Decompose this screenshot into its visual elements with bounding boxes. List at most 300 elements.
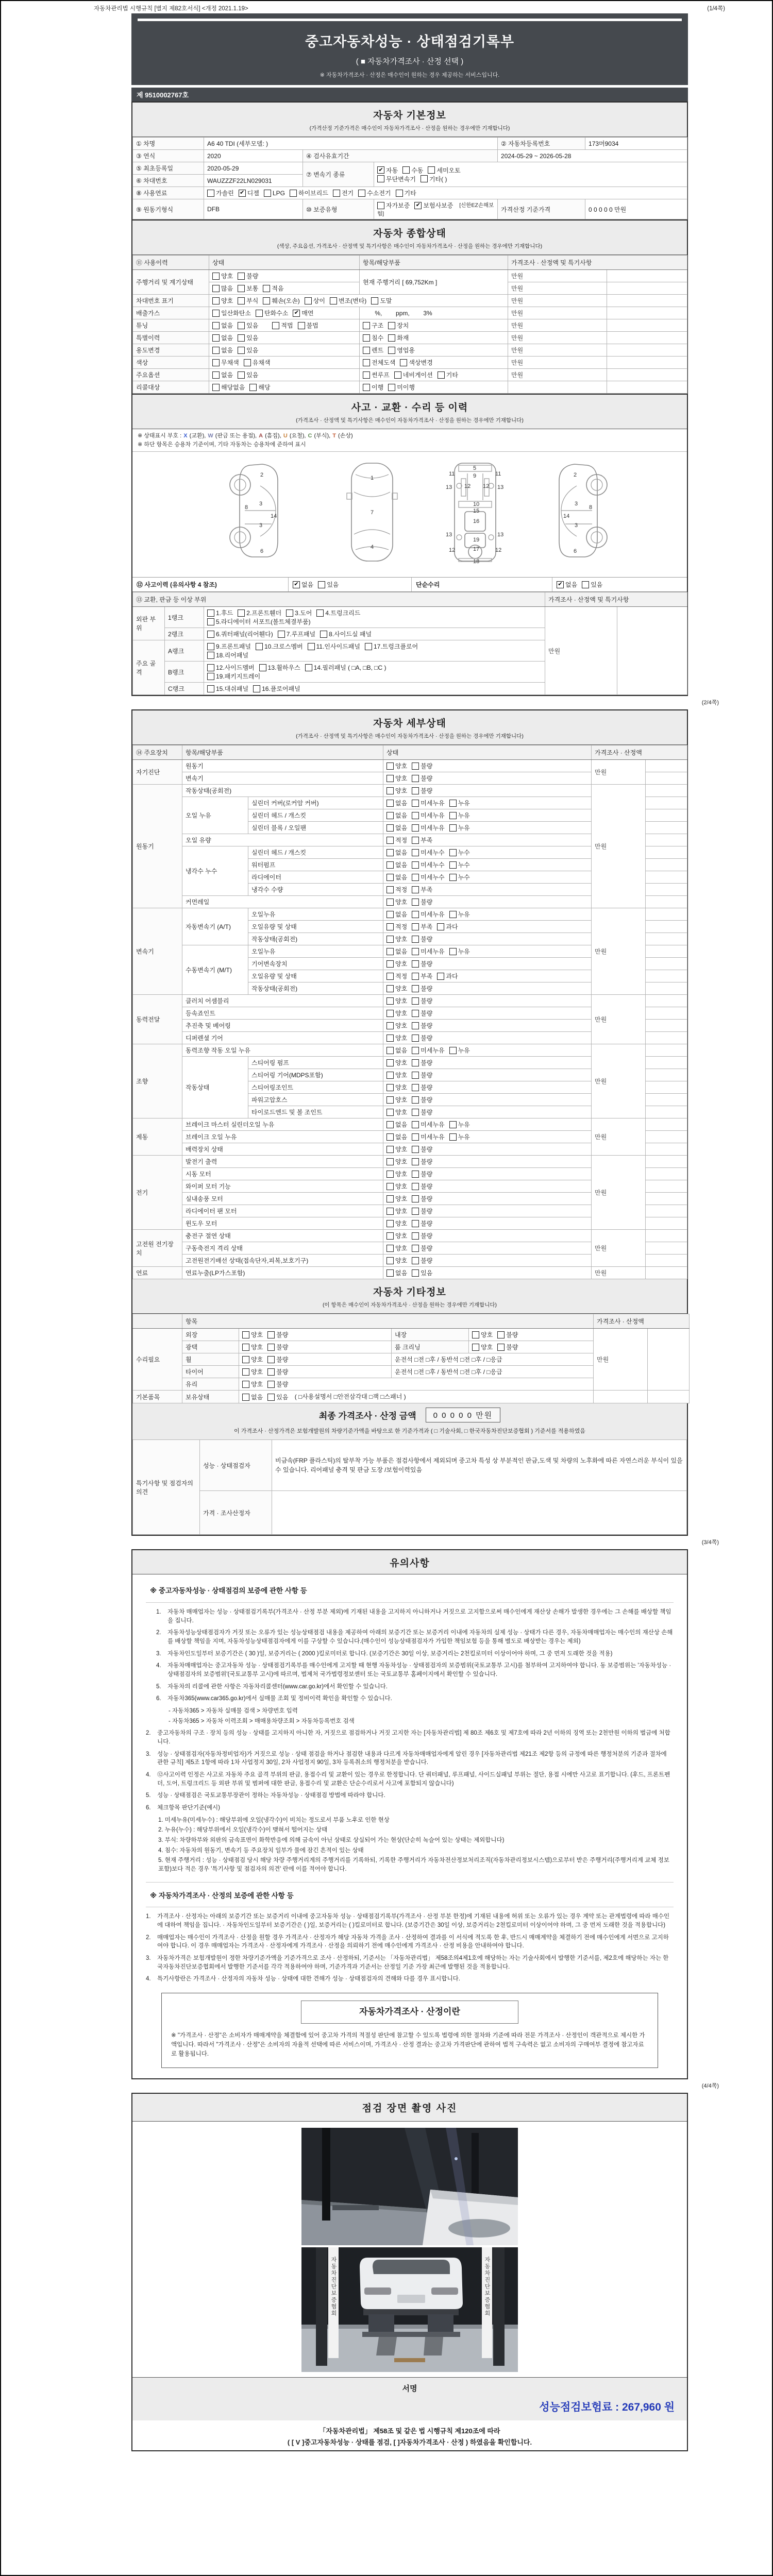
price-amount: 만원 <box>592 1267 646 1279</box>
checkbox-option[interactable] <box>449 1132 470 1141</box>
checkbox-option[interactable] <box>212 346 233 354</box>
top-meta-row <box>94 4 725 12</box>
checkbox-label: 과다 <box>446 973 458 980</box>
status-options <box>209 307 360 319</box>
checkbox-box <box>412 837 419 844</box>
checkbox-option[interactable] <box>449 799 470 807</box>
detail-item-label: 스티어링조인트 <box>248 1081 383 1094</box>
checkbox-option[interactable] <box>449 848 470 857</box>
usage-history-label: 용도변경 <box>133 344 209 357</box>
detail-item-label: 작동상태(공회전) <box>248 982 383 995</box>
checkbox-label: 미세누유 <box>421 812 445 819</box>
checkbox-option[interactable] <box>386 1256 407 1265</box>
checkbox-label: 불량 <box>421 1195 433 1202</box>
checkbox-option[interactable] <box>386 1219 407 1228</box>
checkbox-option[interactable] <box>449 1046 470 1055</box>
checkbox-option[interactable] <box>412 873 444 882</box>
checkbox-option[interactable] <box>412 1157 432 1166</box>
checkbox-option[interactable] <box>386 761 407 770</box>
detail-item-label: 작동상태(공회전) <box>248 933 383 945</box>
checkbox-option[interactable] <box>557 580 577 589</box>
checkbox-label: 적정 <box>395 923 408 930</box>
checkbox-option[interactable] <box>388 383 415 392</box>
checkbox-option[interactable] <box>320 630 372 638</box>
checkbox-option[interactable] <box>212 370 233 379</box>
checkbox-option[interactable] <box>238 321 258 330</box>
checkbox-option[interactable] <box>238 346 258 354</box>
checkbox-option[interactable] <box>412 1071 432 1079</box>
checkbox-option[interactable] <box>497 1343 518 1351</box>
checkbox-label: 수동 <box>411 166 424 174</box>
checkbox-box <box>207 664 214 671</box>
detail-item-label: 배력장치 상태 <box>182 1143 383 1156</box>
checkbox-option[interactable] <box>264 190 285 197</box>
rank-item-line <box>207 617 542 626</box>
checkbox-option[interactable] <box>363 333 383 342</box>
checkbox-option[interactable] <box>412 996 432 1005</box>
checkbox-option[interactable] <box>238 296 258 305</box>
checkbox-option[interactable] <box>400 358 432 367</box>
checkbox-option[interactable] <box>363 346 383 354</box>
checkbox-option[interactable] <box>305 663 386 672</box>
checkbox-option[interactable] <box>316 608 360 617</box>
checkbox-option[interactable] <box>207 663 255 672</box>
remark-cell <box>646 908 687 921</box>
item-cell <box>360 357 508 369</box>
checkbox-option[interactable] <box>267 1367 288 1376</box>
checkbox-box <box>412 985 419 992</box>
checkbox-option[interactable] <box>386 996 407 1005</box>
status-codes <box>138 432 682 440</box>
checkbox-option[interactable] <box>249 383 270 392</box>
checkbox-option[interactable] <box>386 799 407 807</box>
checkbox-label: 불량 <box>276 1344 289 1351</box>
checkbox-option[interactable] <box>259 663 300 672</box>
checkbox-option[interactable] <box>386 836 407 844</box>
checkbox-box <box>396 190 403 197</box>
simple-repair-label: 단순수리 <box>412 578 552 591</box>
checkbox-option[interactable] <box>212 383 245 392</box>
checkbox-option[interactable] <box>412 761 432 770</box>
checkbox-option[interactable] <box>421 175 447 183</box>
checkbox-label: 누유 <box>458 812 470 819</box>
checkbox-option[interactable] <box>330 296 366 305</box>
checkbox-option[interactable] <box>386 1170 407 1178</box>
exchange-price-header: 가격조사 · 산정액 및 특기사항 <box>545 592 687 607</box>
checkbox-option[interactable] <box>449 873 470 882</box>
checkbox-option[interactable] <box>308 642 360 651</box>
checkbox-label: 양호 <box>251 1356 263 1363</box>
checkbox-option[interactable] <box>449 1120 470 1129</box>
checkbox-option[interactable] <box>386 1021 407 1030</box>
detail-status-options <box>383 1032 592 1044</box>
checkbox-option[interactable] <box>212 321 233 330</box>
checkbox-option[interactable] <box>386 811 407 820</box>
checkbox-option[interactable] <box>388 333 409 342</box>
checkbox-option[interactable] <box>412 823 444 832</box>
checkbox-option[interactable] <box>386 1058 407 1067</box>
checkbox-option[interactable] <box>207 617 311 626</box>
checkbox-option[interactable] <box>412 860 444 869</box>
checkbox-option[interactable] <box>386 885 407 894</box>
checkbox-option[interactable] <box>293 309 313 317</box>
rank-label: 1랭크 <box>165 607 204 628</box>
diagram-part-number: 17 <box>473 546 480 552</box>
checkbox-option[interactable] <box>363 321 383 330</box>
checkbox-option[interactable] <box>412 910 444 919</box>
checkbox-option[interactable] <box>388 346 415 354</box>
checkbox-option[interactable] <box>207 642 251 651</box>
checkbox-option[interactable] <box>412 885 432 894</box>
notices-outer-items <box>146 1729 674 1873</box>
detail-status-options <box>383 1106 592 1118</box>
checkbox-option[interactable] <box>437 922 458 931</box>
checkbox-option[interactable] <box>386 1009 407 1018</box>
detail-header-row <box>133 745 687 760</box>
rank-label: A랭크 <box>165 640 204 662</box>
checkbox-option[interactable] <box>412 935 432 943</box>
checkbox-option[interactable] <box>412 984 432 993</box>
checkbox-option[interactable] <box>386 959 407 968</box>
checkbox-option[interactable] <box>212 296 233 305</box>
checkbox-option[interactable] <box>402 166 423 175</box>
checkbox-option[interactable] <box>412 1120 444 1129</box>
checkbox-option[interactable] <box>256 642 303 651</box>
checkbox-label: 유채색 <box>252 359 271 366</box>
checkbox-option[interactable] <box>386 1157 407 1166</box>
checkbox-option[interactable] <box>396 189 416 197</box>
checkbox-option[interactable] <box>267 1355 288 1364</box>
checkbox-option[interactable] <box>267 1343 288 1351</box>
diagram-part-number: 2 <box>574 472 577 478</box>
checkbox-box <box>412 1022 419 1029</box>
checkbox-option[interactable] <box>437 972 458 980</box>
detail-item-label: 브레이크 오일 누유 <box>182 1131 383 1143</box>
checkbox-box <box>412 886 419 893</box>
inspector-opinion-table <box>132 1439 687 1535</box>
checkbox-option[interactable] <box>412 848 444 857</box>
rank-label: 2랭크 <box>165 628 204 640</box>
checkbox-option[interactable] <box>272 321 293 330</box>
checkbox-option[interactable] <box>386 1244 407 1252</box>
checkbox-option[interactable] <box>242 1355 263 1364</box>
base-price-label: 가격산정 기준가격 <box>498 199 585 219</box>
checkbox-option[interactable] <box>212 358 239 367</box>
checkbox-option[interactable] <box>412 1194 432 1203</box>
checkbox-option[interactable] <box>365 642 418 651</box>
diagram-part-number: 5 <box>473 465 477 471</box>
checkbox-option[interactable] <box>386 1207 407 1215</box>
checkbox-option[interactable] <box>305 296 325 305</box>
comprehensive-header-row <box>133 256 687 270</box>
notice-item <box>156 1629 674 1646</box>
checkbox-option[interactable] <box>238 333 258 342</box>
checkbox-option[interactable] <box>412 1219 432 1228</box>
checkbox-option[interactable] <box>358 189 391 197</box>
checkbox-option[interactable] <box>412 1145 432 1154</box>
checkbox-label: 양호 <box>395 1158 408 1165</box>
checkbox-box <box>263 297 270 304</box>
checkbox-box <box>363 371 370 379</box>
notice-item <box>156 1662 674 1679</box>
checkbox-option[interactable] <box>207 630 273 638</box>
checkbox-option[interactable] <box>412 1182 432 1191</box>
checkbox-option[interactable] <box>333 189 354 197</box>
checkbox-option[interactable] <box>388 321 409 330</box>
checkbox-option[interactable] <box>207 189 234 197</box>
checkbox-option[interactable] <box>386 848 407 857</box>
checkbox-option[interactable] <box>212 272 233 280</box>
checkbox-option[interactable] <box>386 1046 407 1055</box>
checkbox-option[interactable] <box>449 860 470 869</box>
status-options <box>209 369 360 381</box>
checkbox-box <box>272 322 279 329</box>
checkbox-option[interactable] <box>386 897 407 906</box>
checkbox-option[interactable] <box>242 1367 263 1376</box>
checkbox-option[interactable] <box>242 1343 263 1351</box>
checkbox-option[interactable] <box>582 580 602 589</box>
checkbox-label: 없음 <box>565 581 578 588</box>
other-status-options <box>239 1341 392 1353</box>
checkbox-option[interactable] <box>207 651 248 659</box>
checkbox-option[interactable] <box>363 358 395 367</box>
checkbox-option[interactable] <box>412 1231 432 1240</box>
checkbox-box <box>412 923 419 930</box>
opinion-row1-label: 성능 · 상태점검자 <box>200 1440 272 1491</box>
checkbox-option[interactable] <box>242 1330 263 1339</box>
checkbox-option[interactable] <box>386 774 407 783</box>
checkbox-option[interactable] <box>371 296 392 305</box>
checkbox-option[interactable] <box>377 201 410 210</box>
checkbox-option[interactable] <box>298 321 318 330</box>
diagram-part-number: 14 <box>271 513 277 519</box>
checkbox-option[interactable] <box>238 608 281 617</box>
checkbox-option[interactable] <box>238 284 258 293</box>
rank-label: C랭크 <box>165 683 204 695</box>
checkbox-option[interactable] <box>363 383 383 392</box>
usage-history-label: 차대번호 표기 <box>133 295 209 307</box>
checkbox-option[interactable] <box>212 284 233 293</box>
confirmation-line-1: 「자동차관리법」 제58조 및 같은 법 시행규칙 제120조에 따라 <box>319 2427 500 2435</box>
checkbox-option[interactable] <box>377 175 416 183</box>
checkbox-option[interactable] <box>412 1095 432 1104</box>
exchange-title: ⑬ 교환, 판금 등 이상 부위 <box>133 592 545 607</box>
checkbox-option[interactable] <box>449 910 470 919</box>
checkbox-option[interactable] <box>386 873 407 882</box>
checkbox-label: 부족 <box>421 923 433 930</box>
checkbox-option[interactable] <box>412 811 444 820</box>
checkbox-option[interactable] <box>386 972 407 980</box>
checkbox-option[interactable] <box>386 935 407 943</box>
checkbox-option[interactable] <box>278 630 315 638</box>
checkbox-option[interactable] <box>438 370 458 379</box>
checkbox-label: 4.트렁크리드 <box>325 609 361 617</box>
checkbox-option[interactable] <box>242 1380 263 1388</box>
remark-cell <box>607 319 687 332</box>
checkbox-option[interactable] <box>386 1071 407 1079</box>
checkbox-box <box>412 911 419 918</box>
other-status-options <box>469 1341 594 1353</box>
field-inspection-label: ④ 검사유효기간 <box>303 150 498 162</box>
checkbox-option[interactable] <box>412 947 444 956</box>
checkbox-option[interactable] <box>497 1330 518 1339</box>
checkbox-box <box>386 762 394 770</box>
checkbox-option[interactable] <box>386 860 407 869</box>
checkbox-option[interactable] <box>386 1033 407 1042</box>
checkbox-label: 있음 <box>276 1394 289 1401</box>
checkbox-option[interactable] <box>428 166 460 175</box>
status-code-desc: (흠집), <box>263 433 283 439</box>
checkbox-option[interactable] <box>239 189 259 197</box>
checkbox-option[interactable] <box>386 984 407 993</box>
appraiser-opinion-text <box>272 1491 687 1535</box>
checkbox-option[interactable] <box>414 201 453 210</box>
detail-item-label: 작동상태(공회전) <box>182 785 383 797</box>
confirmation-statement <box>132 2420 687 2450</box>
checkbox-option[interactable] <box>449 823 470 832</box>
checkbox-option[interactable] <box>244 358 271 367</box>
checkbox-option[interactable] <box>412 959 432 968</box>
checkbox-option[interactable] <box>363 370 390 379</box>
checkbox-option[interactable] <box>412 1058 432 1067</box>
checkbox-option[interactable] <box>386 1182 407 1191</box>
checkbox-option[interactable] <box>212 309 251 317</box>
checkbox-option[interactable] <box>377 166 398 175</box>
checkbox-option[interactable] <box>386 1083 407 1092</box>
checkbox-option[interactable] <box>212 333 233 342</box>
checkbox-option[interactable] <box>412 897 432 906</box>
usage-history-label: 리콜대상 <box>133 381 209 394</box>
sub-group-label: 수동변속기 (M/T) <box>182 945 248 995</box>
remark-cell <box>607 344 687 357</box>
checkbox-option[interactable] <box>412 1170 432 1178</box>
checkbox-option[interactable] <box>238 370 258 379</box>
checkbox-option[interactable] <box>386 1120 407 1129</box>
diagram-part-number: 10 <box>473 501 480 507</box>
checkbox-option[interactable] <box>449 811 470 820</box>
checkbox-option[interactable] <box>412 1268 432 1277</box>
checkbox-option[interactable] <box>263 296 299 305</box>
checkbox-label: 불량 <box>421 1208 433 1215</box>
checkbox-option[interactable] <box>286 608 312 617</box>
notice-item-text: 성능 · 상태점검자(자동차정비업자)가 거짓으로 성능 · 상태 점검을 하거나 점검한 내용과 다르게 자동차매매업자에게 알린 경우 [자동차관리법 제21조 제2항 등의 규정에 따른 행정처분의 기준과 절차에 관한 규칙] 제5조 1항에 따라 1차 사업정지 30일, 2차 사업정지 90일, 3차 등록취소의 행정처분을 받습니다. <box>157 1751 667 1766</box>
checkbox-box <box>207 618 214 625</box>
checkbox-box <box>386 997 394 1005</box>
notice-item-number: 2. <box>146 1730 151 1737</box>
checkbox-option[interactable] <box>412 1108 432 1116</box>
checkbox-option[interactable] <box>394 370 433 379</box>
checkbox-option[interactable] <box>207 608 233 617</box>
checkbox-option[interactable] <box>472 1330 493 1339</box>
checkbox-box <box>386 886 394 893</box>
checkbox-option[interactable] <box>412 774 432 783</box>
checkbox-option[interactable] <box>256 309 288 317</box>
checkbox-box <box>207 652 214 659</box>
checkbox-option[interactable] <box>238 272 258 280</box>
checkbox-option[interactable] <box>267 1330 288 1339</box>
checkbox-label: 영업용 <box>397 347 415 354</box>
detail-item-label: 실린더 헤드 / 개스킷 <box>248 809 383 822</box>
column-header: 항목 <box>182 1314 594 1329</box>
status-options <box>209 295 508 307</box>
checkbox-option[interactable] <box>318 580 339 589</box>
checkbox-option[interactable] <box>386 1095 407 1104</box>
checkbox-option[interactable] <box>412 1083 432 1092</box>
checkbox-option[interactable] <box>412 1009 432 1018</box>
checkbox-option[interactable] <box>412 836 432 844</box>
checkbox-label: 수소전기 <box>367 190 391 197</box>
checkbox-option[interactable] <box>386 1268 407 1277</box>
checkbox-option[interactable] <box>267 1393 288 1401</box>
checkbox-option[interactable] <box>412 1244 432 1252</box>
checkbox-option[interactable] <box>253 684 300 693</box>
repair-needed-group: 수리필요 <box>133 1329 182 1391</box>
checkbox-option[interactable] <box>412 1046 444 1055</box>
checkbox-option[interactable] <box>386 823 407 832</box>
checkbox-label: 해당없음 <box>221 384 245 391</box>
checkbox-box <box>386 1084 394 1091</box>
checkbox-option[interactable] <box>386 1231 407 1240</box>
checkbox-option[interactable] <box>386 1145 407 1154</box>
checkbox-option[interactable] <box>293 580 313 589</box>
checkbox-option[interactable] <box>263 284 283 293</box>
checkbox-option[interactable] <box>412 1033 432 1042</box>
device-group-label: 자기진단 <box>133 760 182 785</box>
checkbox-option[interactable] <box>386 947 407 956</box>
checkbox-option[interactable] <box>412 922 432 931</box>
checkbox-box <box>377 175 384 182</box>
checkbox-option[interactable] <box>472 1343 493 1351</box>
checkbox-box <box>238 285 245 292</box>
checkbox-label: 불량 <box>421 787 433 794</box>
checkbox-option[interactable] <box>242 1393 263 1401</box>
checkbox-option[interactable] <box>290 189 328 197</box>
checkbox-option[interactable] <box>412 799 444 807</box>
comprehensive-section-title: 자동차 종합상태 <box>373 228 446 239</box>
checkbox-option[interactable] <box>386 786 407 795</box>
other-item-label: 내장 <box>392 1329 469 1341</box>
section-basic-info <box>131 101 688 221</box>
checkbox-option[interactable] <box>386 910 407 919</box>
remark-cell <box>646 933 687 945</box>
detail-status-options <box>383 1081 592 1094</box>
checkbox-label: 양호 <box>395 997 408 1005</box>
checkbox-box <box>212 371 220 379</box>
checkbox-label: 누유 <box>458 948 470 955</box>
remark-cell <box>646 1106 687 1118</box>
checkbox-option[interactable] <box>412 1256 432 1265</box>
checkbox-option[interactable] <box>207 684 248 693</box>
checkbox-label: 불량 <box>276 1368 289 1376</box>
rank-item-line <box>207 684 542 693</box>
checkbox-option[interactable] <box>449 947 470 956</box>
checkbox-box <box>412 775 419 782</box>
checkbox-option[interactable] <box>412 1021 432 1030</box>
checkbox-option[interactable] <box>412 972 432 980</box>
checkbox-option[interactable] <box>267 1380 288 1388</box>
checkbox-option[interactable] <box>412 786 432 795</box>
checkbox-option[interactable] <box>207 672 260 681</box>
checkbox-option[interactable] <box>412 1207 432 1215</box>
checkbox-option[interactable] <box>386 1194 407 1203</box>
remark-cell <box>646 834 687 846</box>
checkbox-option[interactable] <box>386 1132 407 1141</box>
diagram-part-number: 6 <box>574 548 577 554</box>
usage-history-label: 특별이력 <box>133 332 209 344</box>
checkbox-option[interactable] <box>386 922 407 931</box>
checkbox-option[interactable] <box>412 1132 444 1141</box>
checkbox-option[interactable] <box>386 1108 407 1116</box>
